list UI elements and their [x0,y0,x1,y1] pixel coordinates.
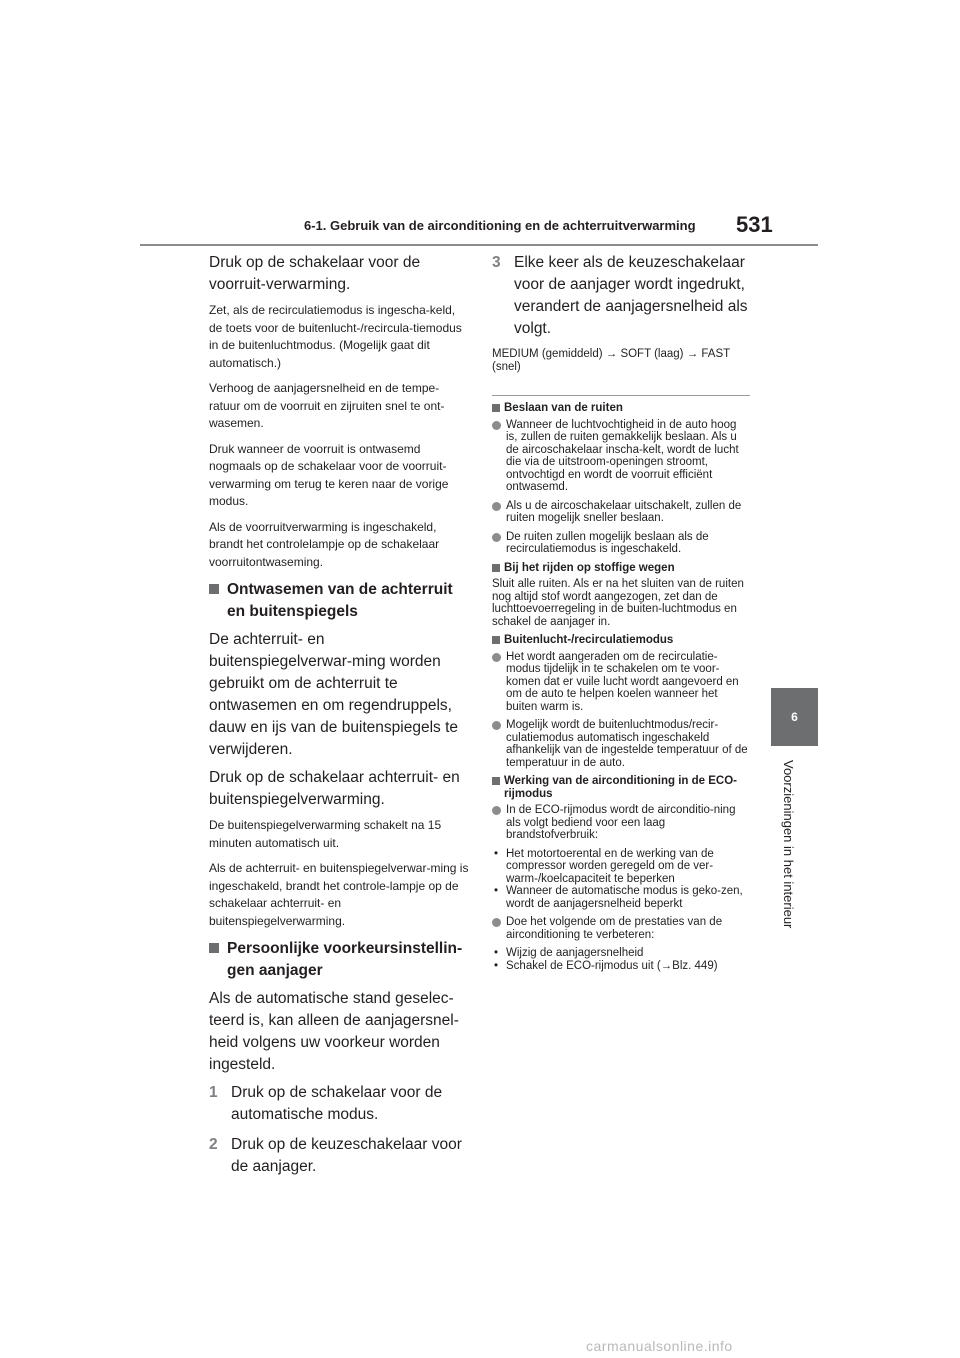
list-item [492,531,750,556]
note-heading-text: Werking van de airconditioning in de ECO-rijmodus [504,775,738,800]
square-bullet-icon [492,404,500,412]
square-bullet-icon [209,943,219,953]
sub-list-item-text: Wanneer de automatische modus is geko-zen, wordt de aanjagersnelheid beperkt [506,885,743,910]
step-number: 2 [209,1136,218,1153]
list-item-text: Doe het volgende om de prestaties van de airconditioning te verbeteren: [506,916,723,941]
paragraph: Verhoog de aanjagersnelheid en de tempe-ratuur om de voorruit en zijruiten snel te ont-wasemen. [209,381,445,430]
note-heading-recirculation [492,634,750,647]
sub-list-item [492,947,750,960]
section-heading-text: Persoonlijke voorkeursinstellin-gen aanjager [227,940,463,979]
left-column [209,252,469,1186]
sub-list-item-text: Wijzig de aanjagersnelheid [506,947,644,959]
watermark: carmanualsonline.info [586,1338,733,1354]
round-bullet-icon [492,653,501,662]
step-2 [209,1134,469,1178]
section-heading-fan-preferences [209,938,469,982]
sub-bullet-marker: • [494,947,499,959]
list-item [492,804,750,842]
paragraph: Als de achterruit- en buitenspiegelverwar-ming is ingeschakeld, brandt het controle-lampje op de schakelaar achterruit- en buitenspiegelverwarming. [209,861,469,928]
page-number: 531 [736,212,773,237]
square-bullet-icon [492,636,500,644]
round-bullet-icon [492,533,501,542]
paragraph: De achterruit- en buitenspiegelverwar-ming worden gebruikt om de achterruit te ontwasemen en om regendruppels, dauw en ijs van de buitenspiegels te verwijderen. [209,631,459,758]
note-heading-text: Bij het rijden op stoffige wegen [504,561,675,574]
round-bullet-icon [492,421,501,430]
sub-list-item [492,848,750,886]
header-divider [140,244,818,246]
list-item [492,719,750,769]
list-item [492,916,750,941]
step-3 [492,252,750,340]
note-heading-fogging [492,402,750,415]
paragraph: Als de voorruitverwarming is ingeschakeld, brandt het controlelampje op de schakelaar voorruitontwaseming. [209,519,440,569]
step-number: 1 [209,1084,218,1101]
section-heading-text: Ontwasemen van de achterruit en buitenspiegels [227,581,453,620]
list-item [492,419,750,494]
note-heading-text: Buitenlucht-/recirculatiemodus [504,634,674,646]
step-text: Druk op de schakelaar voor de automatische modus. [231,1084,443,1123]
step-text: Elke keer als de keuzeschakelaar voor de aanjager wordt ingedrukt, verandert de aanjagersnelheid als volgt. [514,254,748,337]
sub-list-item [492,885,750,910]
round-bullet-icon [492,918,501,927]
round-bullet-icon [492,721,501,730]
chapter-tab-label: Voorzieningen in het interieur [781,760,796,929]
running-header-title: 6-1. Gebruik van de airconditioning en de achterruitverwarming [304,218,696,233]
section-heading-rear-defogger [209,579,469,623]
list-item-text: Wanneer de luchtvochtigheid in de auto hoog is, zullen de ruiten gemakkelijk beslaan. Als u de aircoschakelaar inscha-kelt, wordt de lucht die via de uitstroom-openingen stroomt, ontvochtigd en wordt de voorruit efficiënt ontwasemd. [506,418,739,493]
paragraph: Sluit alle ruiten. Als er na het sluiten van de ruiten nog altijd stof wordt aangezogen, zet dan de luchttoevoerregeling in de buiten-luchtmodus en schakel de aanjager in. [492,578,744,628]
sub-list-item-text: Schakel de ECO-rijmodus uit (→Blz. 449) [506,959,718,972]
square-bullet-icon [492,564,500,572]
paragraph: Zet, als de recirculatiemodus is ingescha-keld, de toets voor de buitenlucht-/recircula-tiemodus in de buitenluchtmodus. (Mogelijk gaat dit automatisch.) [209,303,462,370]
paragraph: Druk op de schakelaar achterruit- en buitenspiegelverwarming. [209,769,460,808]
step-1 [209,1082,469,1126]
step-text: Druk op de keuzeschakelaar voor de aanjager. [231,1136,462,1175]
note-heading-text: Beslaan van de ruiten [504,402,623,414]
square-bullet-icon [209,584,219,594]
sub-bullet-marker: • [494,959,499,972]
paragraph: Druk op de schakelaar voor de voorruit-verwarming. [209,254,421,293]
sub-list-item [492,960,750,973]
list-item-text: In de ECO-rijmodus wordt de airconditio-ning als volgt bediend voor een laag brandstofverbruik: [506,804,736,841]
list-item-text: Het wordt aangeraden om de recirculatie-modus tijdelijk in te schakelen om te voor-komen dat er vuile lucht wordt aangevoerd en om de auto te helpen koelen wanneer het buiten warm is. [506,650,739,713]
note-heading-eco-mode [492,775,750,800]
round-bullet-icon [492,806,501,815]
round-bullet-icon [492,502,501,511]
list-item [492,500,750,525]
note-heading-dusty-roads [492,562,750,575]
list-item-text: Als u de aircoschakelaar uitschakelt, zullen de ruiten mogelijk sneller beslaan. [506,499,742,524]
sub-bullet-marker: • [494,847,499,860]
list-item-text: Mogelijk wordt de buitenluchtmodus/recir-culatiemodus automatisch ingeschakeld afhankelijk van de ingestelde temperatuur of de temperatuur in de auto. [506,719,748,769]
notes-divider [492,395,750,396]
right-column [492,252,750,972]
sub-list-item-text: Het motortoerental en de werking van de compressor worden geregeld om de ver-warm-/koelcapaciteit te beperken [506,847,714,885]
paragraph: De buitenspiegelverwarming schakelt na 15 minuten automatisch uit. [209,818,442,850]
chapter-tab: 6 [771,688,818,746]
square-bullet-icon [492,777,500,785]
step-number: 3 [492,254,501,271]
sub-bullet-marker: • [494,885,499,897]
list-item [492,651,750,714]
paragraph: Druk wanneer de voorruit is ontwasemd nogmaals op de schakelaar voor de voorruit-verwarming om terug te keren naar de vorige modus. [209,441,449,508]
list-item-text: De ruiten zullen mogelijk beslaan als de recirculatiemodus is ingeschakeld. [506,530,709,555]
fan-speed-sequence: MEDIUM (gemiddeld) → SOFT (laag) → FAST (snel) [492,348,730,373]
paragraph: Als de automatische stand geselec-teerd is, kan alleen de aanjagersnel-heid volgens uw voorkeur worden ingesteld. [209,990,459,1073]
